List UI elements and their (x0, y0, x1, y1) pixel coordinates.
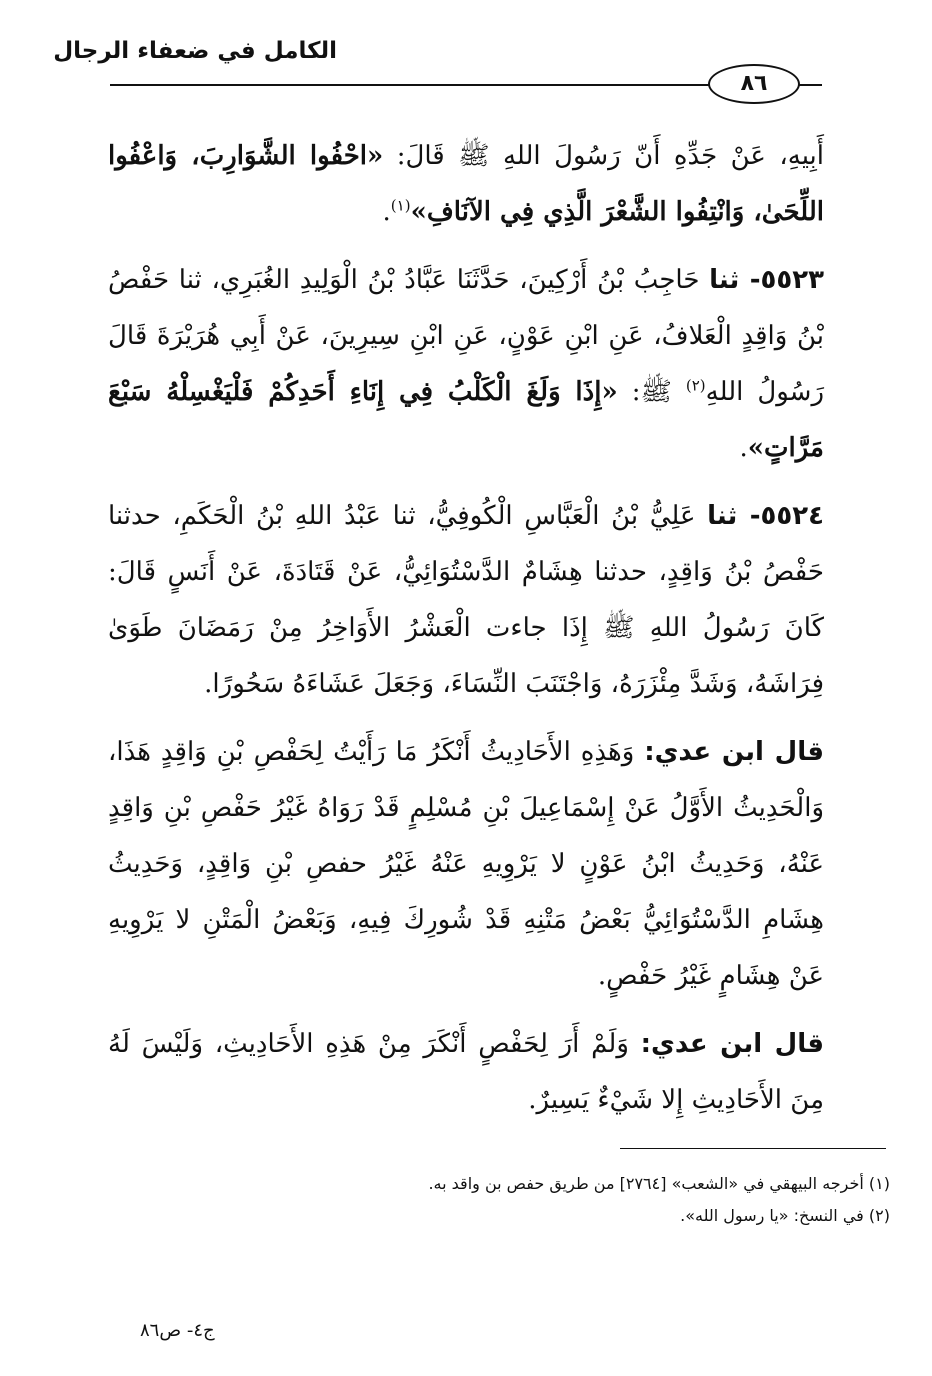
paragraph-text: ﷺ: (617, 377, 686, 407)
hadith-quote: «إِذَا وَلَغَ الْكَلْبُ فِي إِنَاءِ أَحَدِكُمْ فَلْيَغْسِلْهُ سَبْعَ مَرَّاتٍ» (108, 377, 824, 463)
paragraph (108, 488, 824, 712)
paragraph-text: عَلِيُّ بْنُ الْعَبَّاسِ الْكُوفِيُّ، ثنا عَبْدُ اللهِ بْنُ الْحَكَمِ، حدثنا حَفْصُ بْنُ وَاقِدٍ، حدثنا هِشَامٌ الدَّسْتُوَائِيُّ، عَنْ قَتَادَةَ، عَنْ أَنَسٍ قَالَ: كَانَ رَسُولُ اللهِ ﷺ إِذَا جاءت الْعَشْرُ الأَوَاخِرُ مِنْ رَمَضَانَ طَوَىٰ فِرَاشَهُ، وَشَدَّ مِئْزَرَهُ، وَاجْتَنَبَ النِّسَاءَ، وَجَعَلَ عَشَاءَهُ سَحُورًا. (108, 501, 824, 699)
paragraph-text: حَاجِبُ بْنُ أَرْكِينَ، حَدَّثَنَا عَبَّادُ بْنُ الْوَلِيدِ الغُبَرِي، ثنا حَفْصُ بْنُ وَاقِدٍ الْعَلافُ، عَنِ ابْنِ عَوْنٍ، عَنِ ابْنِ سِيرِينَ، عَنْ أَبِي هُرَيْرَةَ قَالَ رَسُولُ اللهِ (108, 265, 825, 407)
paragraph-intro: أَبِيهِ، عَنْ جَدِّهِ أَنّ رَسُولَ اللهِ ﷺ قَالَ: (383, 141, 825, 171)
volume-page-footer: ج٤- ص٨٦ (140, 1320, 215, 1341)
footnote: (٢) في النسخ: «يا رسول الله». (680, 1206, 890, 1225)
paragraph-text: وَهَذِهِ الأَحَادِيثُ أَنْكَرُ مَا رَأَيْتُ لِحَفْصِ بْنِ وَاقِدٍ هَذَا، وَالْحَدِيثُ الأَوَّلُ عَنْ إِسْمَاعِيلَ بْنِ مُسْلِمٍ قَدْ رَوَاهُ غَيْرُ حَفْصِ بْنِ وَاقِدٍ عَنْهُ، وَحَدِيثُ ابْنُ عَوْنٍ لا يَرْوِيهِ عَنْهُ غَيْرُ حفصِ بْنِ وَاقِدٍ، وَحَدِيثُ هِشَامِ الدَّسْتُوَائِيُّ بَعْضُ مَتْنِهِ قَدْ شُورِكَ فِيهِ، وَبَعْضُ الْمَتْنِ لا يَرْوِيهِ عَنْ هِشَامٍ غَيْرُ حَفْصٍ. (108, 737, 824, 991)
footnote: (١) أخرجه البيهقي في «الشعب» [٢٧٦٤] من طريق حفص بن واقد به. (428, 1174, 890, 1193)
footnote-marker: (١) (390, 196, 411, 215)
footnote-rule (620, 1148, 886, 1149)
paragraph (108, 724, 824, 1004)
paragraph-end: . (739, 433, 748, 463)
page-number: ٨٦ (708, 64, 800, 104)
paragraph-text: وَلَمْ أَرَ لِحَفْصٍ أَنْكَرَ مِنْ هَذِهِ الأَحَادِيثِ، وَلَيْسَ لَهُ مِنَ الأَحَادِيثِ إِلا شَيْءٌ يَسِيرٌ. (108, 1029, 824, 1115)
footnote-marker: (٢) (685, 376, 706, 395)
paragraph-end: . (382, 197, 391, 227)
paragraph (108, 128, 824, 240)
speaker-label: قال ابن عدي: (640, 1029, 824, 1059)
paragraph (108, 252, 824, 476)
hadith-number: ٥٥٢٣- ثنا (709, 265, 825, 295)
main-text (108, 128, 824, 1140)
speaker-label: قال ابن عدي: (644, 737, 824, 767)
hadith-quote: «احْفُوا الشَّوَارِبَ، وَاعْفُوا اللِّحَىٰ، وَانْتِفُوا الشَّعْرَ الَّذِي فِي الآنَافِ» (108, 141, 824, 227)
paragraph (108, 1016, 824, 1128)
hadith-number: ٥٥٢٤- ثنا (707, 501, 825, 531)
running-title: الكامل في ضعفاء الرجال (53, 38, 337, 64)
footnotes (150, 1168, 890, 1232)
